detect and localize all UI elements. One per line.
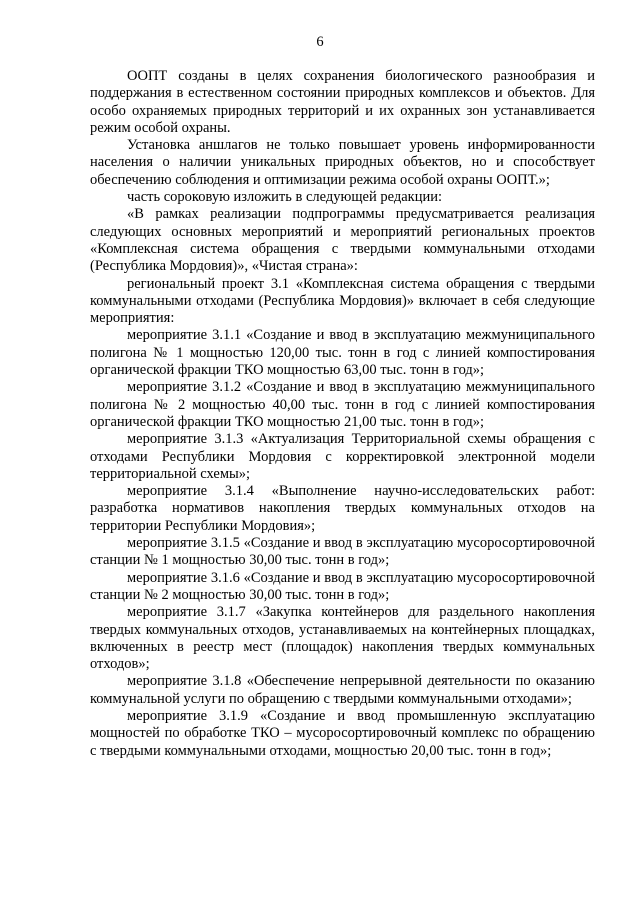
page-number: 6 [316,34,324,50]
paragraph-oopt-purpose: ООПТ созданы в целях сохранения биологического разнообразия и поддержания в естественном состоянии природных комплексов и объектов. Для особо охраняемых природных территорий и их охранных зон устанавливается режим особой охраны. [90,68,595,136]
paragraph-signs: Установка аншлагов не только повышает уровень информированности населения о наличии уникальных природных объектов, но и способствует обеспечению соблюдения и оптимизации режима особой охраны ООПТ.»; [90,137,595,188]
measure-3-1-6: мероприятие 3.1.6 «Создание и ввод в эксплуатацию мусоросортировочной станции № 2 мощностью 30,00 тыс. тонн в год»; [90,569,595,603]
measure-3-1-1: мероприятие 3.1.1 «Создание и ввод в эксплуатацию межмуниципального полигона № 1 мощностью 120,00 тыс. тонн в год с линией компостирования органической фракции ТКО мощностью 63,00 тыс. тонн в год»; [90,327,595,379]
measure-3-1-4: мероприятие 3.1.4 «Выполнение научно-исследовательских работ: разработка нормативов накопления твердых коммунальных отходов на территории Республики Мордовия»; [90,483,595,534]
paragraph-regional-project: региональный проект 3.1 «Комплексная система обращения с твердыми коммунальными отходами (Республика Мордовия)» включает в себя следующие мероприятия: [90,275,595,327]
measure-3-1-5: мероприятие 3.1.5 «Создание и ввод в эксплуатацию мусоросортировочной станции № 1 мощностью 30,00 тыс. тонн в год»; [90,535,595,569]
paragraph-amendment-instruction: часть сороковую изложить в следующей редакции: [127,189,442,206]
measure-3-1-7: мероприятие 3.1.7 «Закупка контейнеров для раздельного накопления твердых коммунальных отходов, устанавливаемых на контейнерных площадках, включенных в реестр мест (площадок) накопления твердых коммунальных отходов»; [90,604,595,673]
paragraph-subprogram-intro: «В рамках реализации подпрограммы предусматривается реализация следующих основных мероприятий и мероприятий региональных проектов «Комплексная система обращения с твердыми коммунальными отходами (Республика Мордовия)», «Чистая страна»: [90,206,595,275]
measure-3-1-9: мероприятие 3.1.9 «Создание и ввод промышленную эксплуатацию мощностей по обработке ТКО – мусоросортировочный комплекс по обращению с твердыми коммунальными отходами, мощностью 20,00 тыс. тонн в год»; [90,707,595,759]
document-body [90,68,595,760]
measure-3-1-2: мероприятие 3.1.2 «Создание и ввод в эксплуатацию межмуниципального полигона № 2 мощностью 40,00 тыс. тонн в год с линией компостирования органической фракции ТКО мощностью 21,00 тыс. тонн в год»; [90,379,595,430]
measure-3-1-8: мероприятие 3.1.8 «Обеспечение непрерывной деятельности по оказанию коммунальной услуги по обращению с твердыми коммунальными отходами»; [90,673,595,707]
measure-3-1-3: мероприятие 3.1.3 «Актуализация Территориальной схемы обращения с отходами Республики Мордовия с корректировкой электронной модели территориальной схемы»; [90,431,595,482]
